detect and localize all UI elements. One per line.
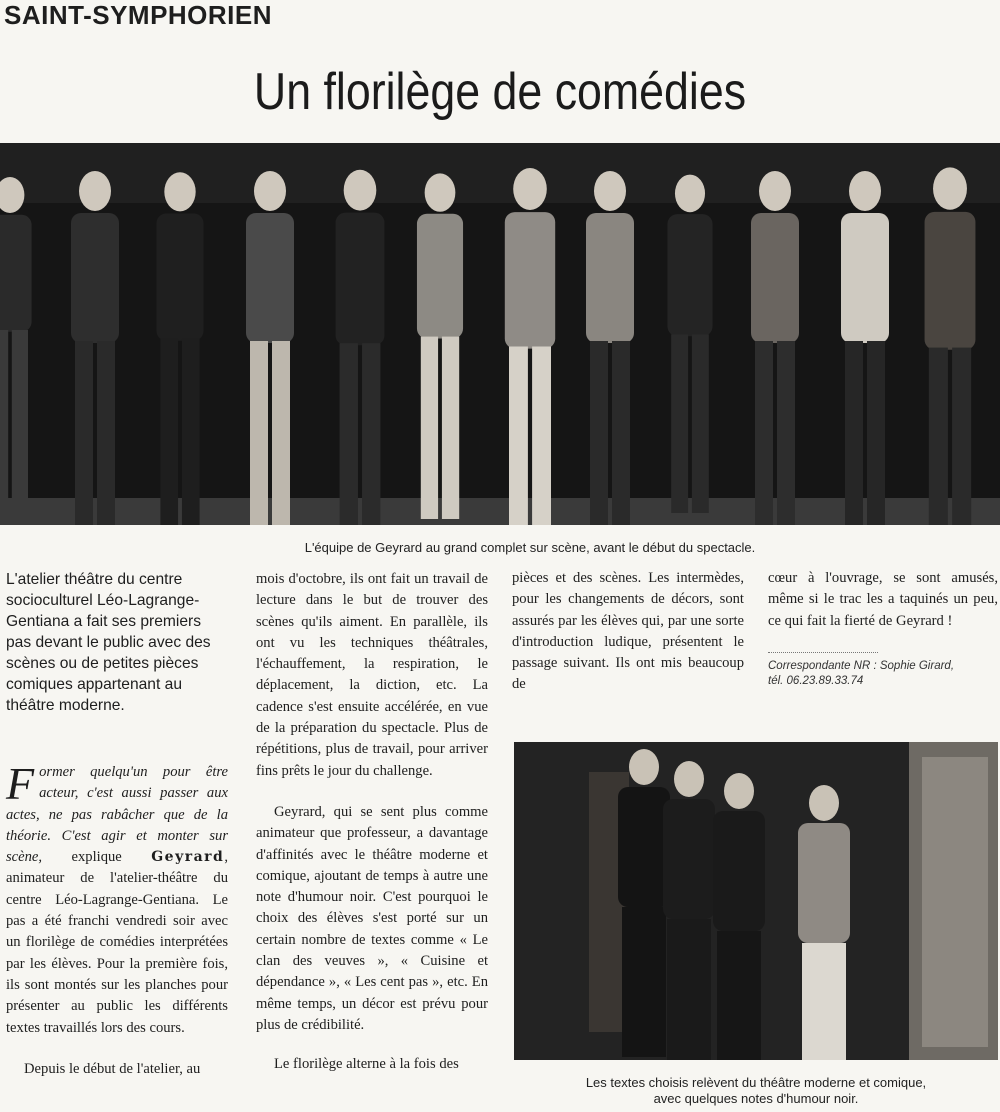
credit-phone: tél. 06.23.89.33.74 (768, 674, 864, 687)
article-headline: Un florilège de comédies (253, 63, 747, 121)
article-column-4 (768, 568, 998, 689)
name-geyrard: Geyrard (151, 849, 225, 866)
article-lead: L'atelier théâtre du centre socioculturel Léo-Lagrange-Gentiana a fait ses premiers pas devant le public avec des scènes ou de petites pièces comiques appartenant au théâtre moderne. (6, 571, 211, 714)
credit-correspondent: Correspondante NR : Sophie Girard, (768, 659, 955, 672)
photo-group-on-stage (0, 143, 1000, 525)
article-paragraph-3: Geyrard, qui se sent plus comme animateur que professeur, a davantage d'affinités avec le théâtre moderne et comique, ajoutant de temps à autre une note d'humour noir. C'est pourquoi le choix des élèves s'est porté sur un certain nombre de textes comme « Le clan des veuves », « Cuisine et dépendance », « Les cent pas », etc. En même temps, un décor est prévu pour plus de crédibilité. (256, 803, 488, 1033)
article-paragraph-4-end: cœur à l'ouvrage, se sont amusés, même si le trac les a taquinés un peu, ce qui fait la fierté de Geyrard ! (768, 570, 998, 629)
article-paragraph-2-cont: mois d'octobre, ils ont fait un travail de lecture dans le but de trouver des scènes qu'ils aiment. En parallèle, ils ont vu les techniques théâtrales, l'échauffement, la respiration, le déplacement, la diction, etc. La cadence s'est ensuite accélérée, en vue de la préparation du spectacle. Plus de répétitions, plus de travail, pour arriver fins prêts le jour du challenge. (256, 571, 488, 779)
article-paragraph-4-cont: pièces et des scènes. Les intermèdes, pour les changements de décors, sont assurés par les élèves qui, par une sorte d'introduction ludique, présentent le passage suivant. Ils ont mis beaucoup de (512, 570, 744, 693)
article-paragraph-1: Former quelqu'un pour être acteur, c'est aussi passer aux actes, ne pas rabâcher que de la théorie. C'est agir et monter sur scène, explique Geyrard, animateur de l'atelier-théâtre du centre Léo-Lagrange-Gentiana. Le pas a été franchi vendredi soir avec un florilège de comédies interprétées par les élèves. Pour la première fois, ils sont montés sur les planches pour présenter au public les différents textes travaillés lors des cours. (6, 758, 228, 1036)
article-column-2 (256, 569, 488, 1076)
article-paragraph-4-start: Le florilège alterne à la fois des (274, 1056, 459, 1073)
article-column-3 (512, 568, 744, 696)
drop-cap: F (6, 758, 35, 809)
section-rubric: SAINT-SYMPHORIEN (4, 0, 273, 30)
photo-caption-scene: Les textes choisis relèvent du théâtre moderne et comique, avec quelques notes d'humour noir. (585, 1075, 927, 1106)
photo-caption-main: L'équipe de Geyrard au grand complet sur scène, avant le début du spectacle. (304, 540, 756, 555)
credit-separator (768, 652, 878, 653)
photo-scene-performance (514, 742, 998, 1060)
article-column-1 (6, 569, 228, 1080)
article-paragraph-2-start: Depuis le début de l'atelier, au (24, 1060, 201, 1077)
